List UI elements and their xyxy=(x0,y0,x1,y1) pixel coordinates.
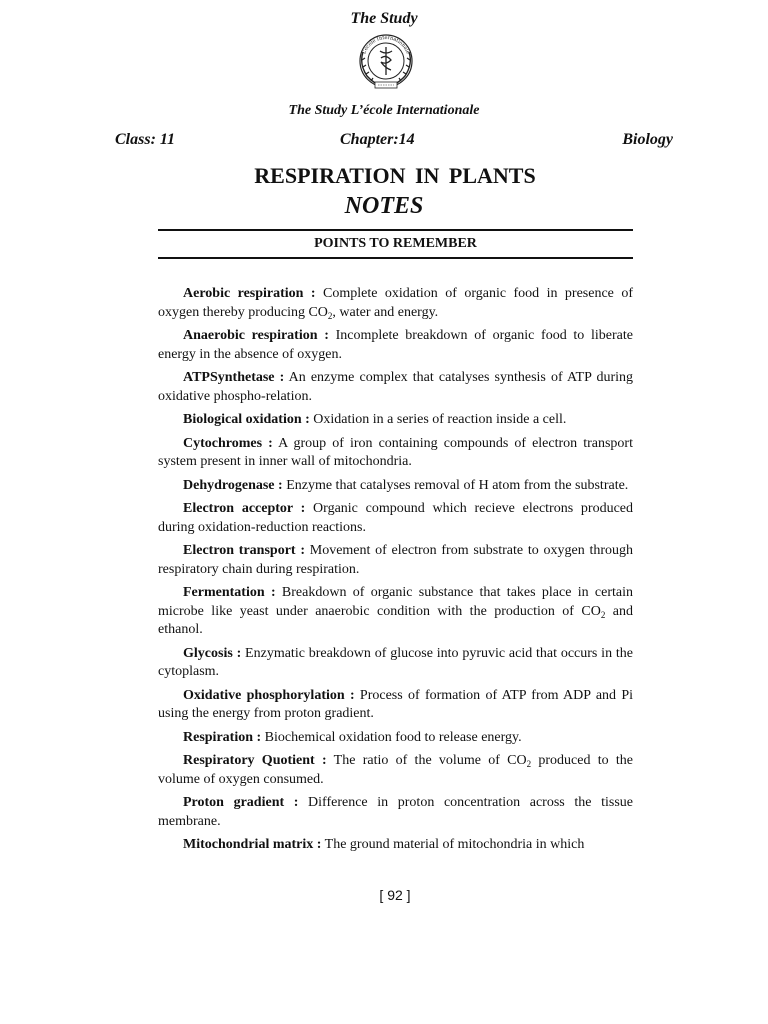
school-seal-logo xyxy=(355,30,417,96)
note-entry xyxy=(158,500,633,537)
subject-label: Biology xyxy=(622,131,673,148)
note-definition: Difference in proton concentration across the tissue membrane. xyxy=(158,795,633,829)
note-definition: Process of formation of ATP from ADP and Pi using the energy from proton gradient. xyxy=(158,687,633,721)
note-entry xyxy=(158,729,633,748)
note-definition-end: produced to the volume of oxygen consumed. xyxy=(158,753,633,787)
chapter-label: Chapter:14 xyxy=(340,131,415,148)
note-term: Dehydrogenase : xyxy=(183,477,283,493)
svg-text:L’école Internationale: L’école Internationale xyxy=(361,34,411,55)
note-definition: Enzyme that catalyses removal of H atom from the substrate. xyxy=(282,477,629,493)
note-term: Aerobic respiration : xyxy=(183,286,316,301)
page-title: RESPIRATION IN PLANTS xyxy=(254,163,536,188)
note-term: Respiration : xyxy=(183,729,262,745)
note-term: Anaerobic respiration : xyxy=(183,328,329,343)
school-full-name: The Study L’école Internationale xyxy=(288,103,480,118)
school-name: The Study xyxy=(350,10,418,27)
class-label: Class: 11 xyxy=(115,131,176,148)
note-definition: Biochemical oxidation food to release energy. xyxy=(261,729,522,745)
note-entry xyxy=(158,327,633,364)
note-definition-end: and ethanol. xyxy=(158,603,633,637)
note-definition: Organic compound which recieve electrons produced during oxidation-reduction reactions. xyxy=(158,501,634,535)
note-definition: Oxidation in a series of reaction inside a cell. xyxy=(309,412,567,427)
subscript: 2 xyxy=(600,609,606,620)
note-term: Respiratory Quotient : xyxy=(183,753,327,768)
subscript: 2 xyxy=(327,310,333,321)
note-entry xyxy=(158,411,633,430)
note-entry xyxy=(158,285,633,322)
note-definition: A group of iron containing compounds of electron transport system present in inner wall of mitochondria. xyxy=(158,435,633,469)
note-entry xyxy=(158,542,633,579)
note-definition: Enzymatic breakdown of glucose into pyruvic acid that occurs in the cytoplasm. xyxy=(158,645,633,679)
page-number: [ 92 ] xyxy=(379,887,411,903)
note-term: Glycosis : xyxy=(183,645,242,661)
note-term: Electron transport : xyxy=(183,543,305,558)
note-entry xyxy=(158,794,633,831)
note-entry xyxy=(158,752,633,789)
subscript: 2 xyxy=(526,759,532,769)
note-term: Biological oxidation : xyxy=(183,412,310,427)
note-definition: Complete oxidation of organic food in presence of oxygen thereby producing CO xyxy=(158,286,634,320)
note-definition: The ratio of the volume of CO xyxy=(326,753,527,768)
note-entry xyxy=(158,645,633,682)
note-entry xyxy=(158,369,633,406)
note-term: Electron acceptor : xyxy=(183,501,306,516)
heading-bottom-rule xyxy=(158,257,633,259)
note-term: Cytochromes : xyxy=(183,435,273,451)
page-subtitle: NOTES xyxy=(344,193,424,219)
heading-top-rule xyxy=(158,229,633,231)
note-definition: Movement of electron from substrate to oxygen through respiratory chain during respiration. xyxy=(158,543,633,577)
note-term: Oxidative phosphorylation : xyxy=(183,687,355,703)
note-entry xyxy=(158,687,633,724)
note-definition: The ground material of mitochondria in which xyxy=(321,837,585,852)
note-definition: Incomplete breakdown of organic food to liberate energy in the absence of oxygen. xyxy=(158,328,633,362)
note-entry xyxy=(158,836,633,855)
note-term: Mitochondrial matrix : xyxy=(183,837,322,852)
note-entry xyxy=(158,477,633,496)
class-chapter-subject-row xyxy=(115,131,673,151)
note-definition: Breakdown of organic substance that takes place in certain microbe like yeast under anaerobic condition with the production of CO xyxy=(158,585,633,619)
section-heading: POINTS TO REMEMBER xyxy=(314,236,477,251)
note-definition-end: , water and energy. xyxy=(332,304,439,320)
note-term: ATPSynthetase : xyxy=(183,370,285,385)
note-definition: An enzyme complex that catalyses synthesis of ATP during oxidative phospho-relation. xyxy=(158,370,633,404)
note-term: Proton gradient : xyxy=(183,795,299,810)
note-entry xyxy=(158,435,633,472)
notes-list xyxy=(158,285,633,860)
note-entry xyxy=(158,584,633,640)
note-term: Fermentation : xyxy=(183,585,276,600)
